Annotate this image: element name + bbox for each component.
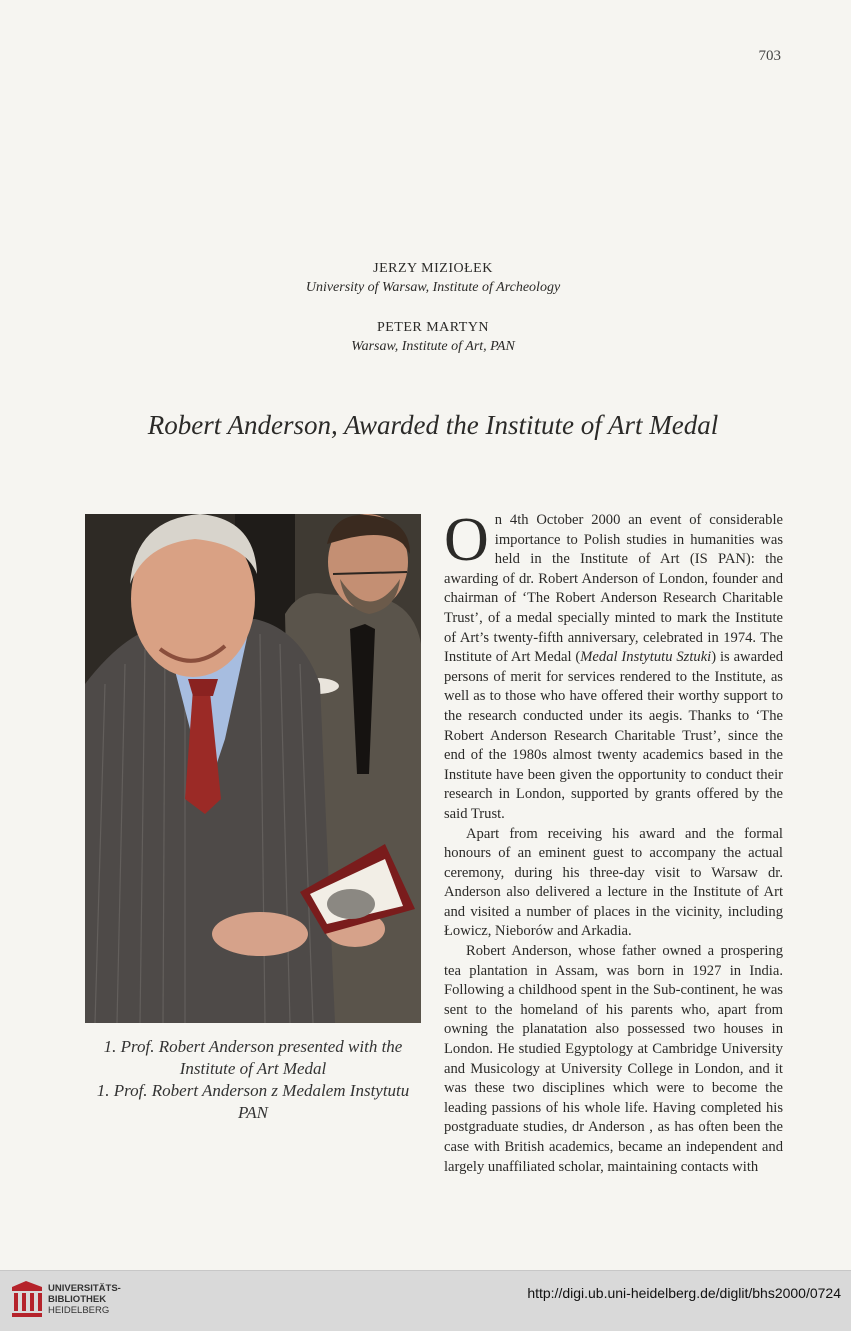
article-body bbox=[444, 506, 783, 1177]
figure-caption bbox=[85, 1036, 421, 1124]
digitization-footer bbox=[0, 1270, 851, 1331]
caption-english: 1. Prof. Robert Anderson presented with the Institute of Art Medal bbox=[103, 1037, 403, 1078]
drop-cap: O bbox=[444, 506, 489, 574]
paragraph-2: Apart from receiving his award and the formal honours of an eminent guest to accompany the actual ceremony, during his three-day visit to Warsaw dr. Anderson also delivered a lecture in the Institute of Art and visited a number of places in the vicinity, including Łowicz, Nieborów and Arkadia. bbox=[444, 825, 783, 940]
paragraph-3: Robert Anderson, whose father owned a prospering tea plantation in Assam, was born in 1927 in India. Following a childhood spent in the Sub-continent, he was sent to the homeland of his parents who, apart from owning the planatation also possessed two houses in London. He studied Egyptology at Cambridge University and Musicology at University College in London, and it was these two disciplines which were to become the leading passions of his whole life. Having completed his postgraduate studies, dr Anderson , as has often been the case with British academics, became an independent and largely unaffiliated scholar, maintaining contacts with bbox=[444, 943, 783, 1175]
author-affiliation: University of Warsaw, Institute of Archeology bbox=[305, 280, 561, 295]
author-block-2 bbox=[0, 320, 851, 355]
author-name: PETER MARTYN bbox=[376, 320, 490, 335]
author-affiliation: Warsaw, Institute of Art, PAN bbox=[351, 339, 515, 354]
paragraph-1: On 4th October 2000 an event of considerable importance to Polish studies in humanities was held in the Institute of Art (IS PAN): the awarding of dr. Robert Anderson of London, founder and chairman of ‘The Robert Anderson Research Charitable Trust’, of a medal specially minted to mark the Institute of Art’s twenty-fifth anniversary, celebrated in 1974. The Institute of Art Medal (Medal Instytutu Sztuki) is awarded persons of merit for services rendered to the Institute, as well as to those who have offered their worthy support to the research conducted under its aegis. Thanks to ‘The Robert Anderson Research Charitable Trust’, since the end of the 1980s almost twenty academics based in the Institute have been given the opportunity to conduct their research in London, supported by grants offered by the said Trust. bbox=[444, 506, 783, 822]
university-library-logo-icon bbox=[10, 1279, 44, 1319]
caption-polish: 1. Prof. Robert Anderson z Medalem Instytutu PAN bbox=[96, 1081, 410, 1122]
photo-illustration bbox=[85, 514, 421, 1023]
photo-anderson-with-medal bbox=[85, 514, 421, 1023]
library-name: UNIVERSITÄTS- BIBLIOTHEK HEIDELBERG bbox=[48, 1283, 121, 1316]
author-name: JERZY MIZIOŁEK bbox=[373, 261, 493, 276]
article-title: Robert Anderson, Awarded the Institute of Art Medal bbox=[147, 410, 719, 440]
page-number: 703 bbox=[758, 48, 781, 64]
italic-medal-name: Medal Instytutu Sztuki bbox=[580, 649, 712, 666]
source-url-link[interactable]: http://digi.ub.uni-heidelberg.de/diglit/bhs2000/0724 bbox=[527, 1285, 841, 1301]
author-block-1 bbox=[0, 261, 851, 296]
